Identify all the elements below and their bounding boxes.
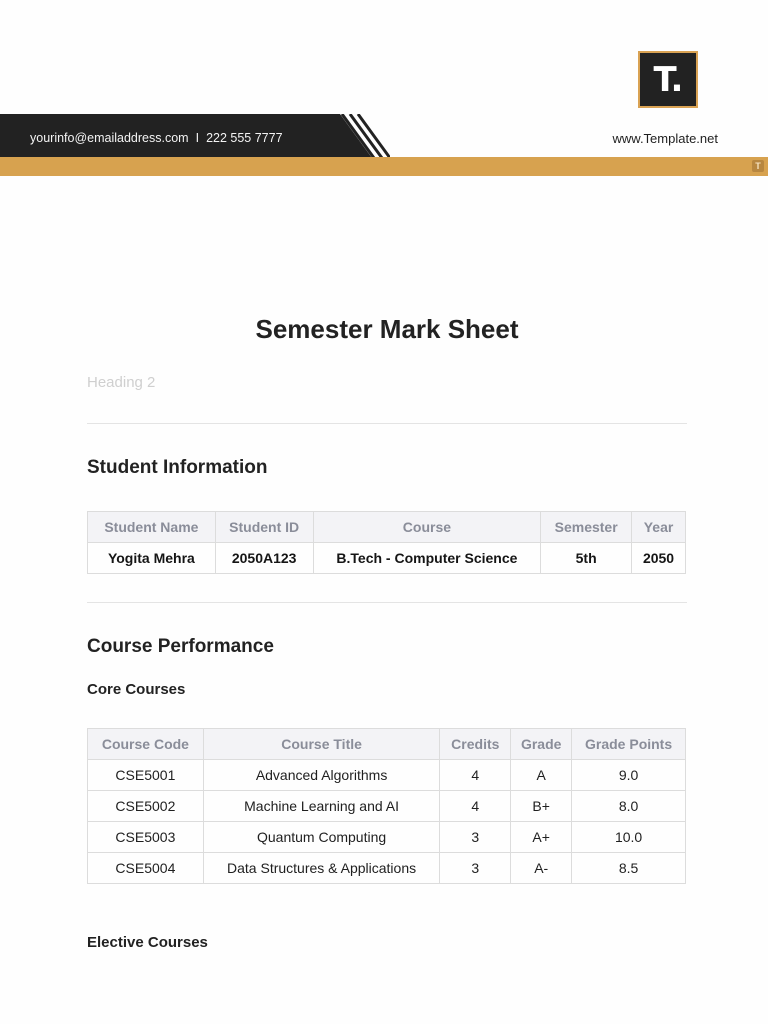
course-title: Machine Learning and AI	[203, 791, 440, 822]
contact-info	[30, 131, 283, 145]
course-grade: A-	[511, 853, 572, 884]
column-header: Semester	[541, 512, 632, 543]
course-grade: A+	[511, 822, 572, 853]
course-grade-points: 8.0	[572, 791, 686, 822]
mini-logo-icon: T	[752, 160, 764, 172]
course-code: CSE5002	[88, 791, 204, 822]
core-courses-table	[87, 728, 686, 884]
contact-separator: I	[195, 131, 200, 145]
template-logo	[638, 51, 698, 108]
student-year: 2050	[632, 543, 686, 574]
column-header: Year	[632, 512, 686, 543]
student-info-heading: Student Information	[87, 457, 268, 478]
table-row	[88, 822, 686, 853]
column-header: Student Name	[88, 512, 216, 543]
heading2-placeholder: Heading 2	[87, 374, 156, 391]
column-header: Grade Points	[572, 729, 686, 760]
course-title: Quantum Computing	[203, 822, 440, 853]
table-header-row	[88, 729, 686, 760]
course-credits: 3	[440, 822, 511, 853]
elective-courses-heading: Elective Courses	[87, 934, 208, 951]
course-grade-points: 9.0	[572, 760, 686, 791]
course-grade-points: 10.0	[572, 822, 686, 853]
column-header: Credits	[440, 729, 511, 760]
column-header: Grade	[511, 729, 572, 760]
logo-letter: T.	[653, 59, 683, 100]
column-header: Course Code	[88, 729, 204, 760]
column-header: Student ID	[215, 512, 313, 543]
divider	[87, 602, 687, 603]
table-header-row	[88, 512, 686, 543]
course-title: Advanced Algorithms	[203, 760, 440, 791]
table-row	[88, 543, 686, 574]
column-header: Course	[313, 512, 541, 543]
course-title: Data Structures & Applications	[203, 853, 440, 884]
page-title: Semester Mark Sheet	[255, 314, 519, 344]
course-grade-points: 8.5	[572, 853, 686, 884]
contact-phone: 222 555 7777	[206, 131, 283, 145]
divider	[87, 423, 687, 424]
student-semester: 5th	[541, 543, 632, 574]
course-grade: B+	[511, 791, 572, 822]
table-row	[88, 853, 686, 884]
table-row	[88, 791, 686, 822]
course-credits: 4	[440, 791, 511, 822]
contact-email: yourinfo@emailaddress.com	[30, 131, 189, 145]
course-code: CSE5004	[88, 853, 204, 884]
course-grade: A	[511, 760, 572, 791]
course-code: CSE5001	[88, 760, 204, 791]
course-credits: 4	[440, 760, 511, 791]
student-info-table	[87, 511, 686, 574]
student-id: 2050A123	[215, 543, 313, 574]
website-link[interactable]: www.Template.net	[612, 131, 718, 146]
student-name: Yogita Mehra	[88, 543, 216, 574]
course-credits: 3	[440, 853, 511, 884]
course-performance-heading: Course Performance	[87, 636, 274, 657]
column-header: Course Title	[203, 729, 440, 760]
header-accent-bar	[0, 157, 768, 176]
student-course: B.Tech - Computer Science	[313, 543, 541, 574]
course-code: CSE5003	[88, 822, 204, 853]
table-row	[88, 760, 686, 791]
core-courses-heading: Core Courses	[87, 681, 186, 698]
